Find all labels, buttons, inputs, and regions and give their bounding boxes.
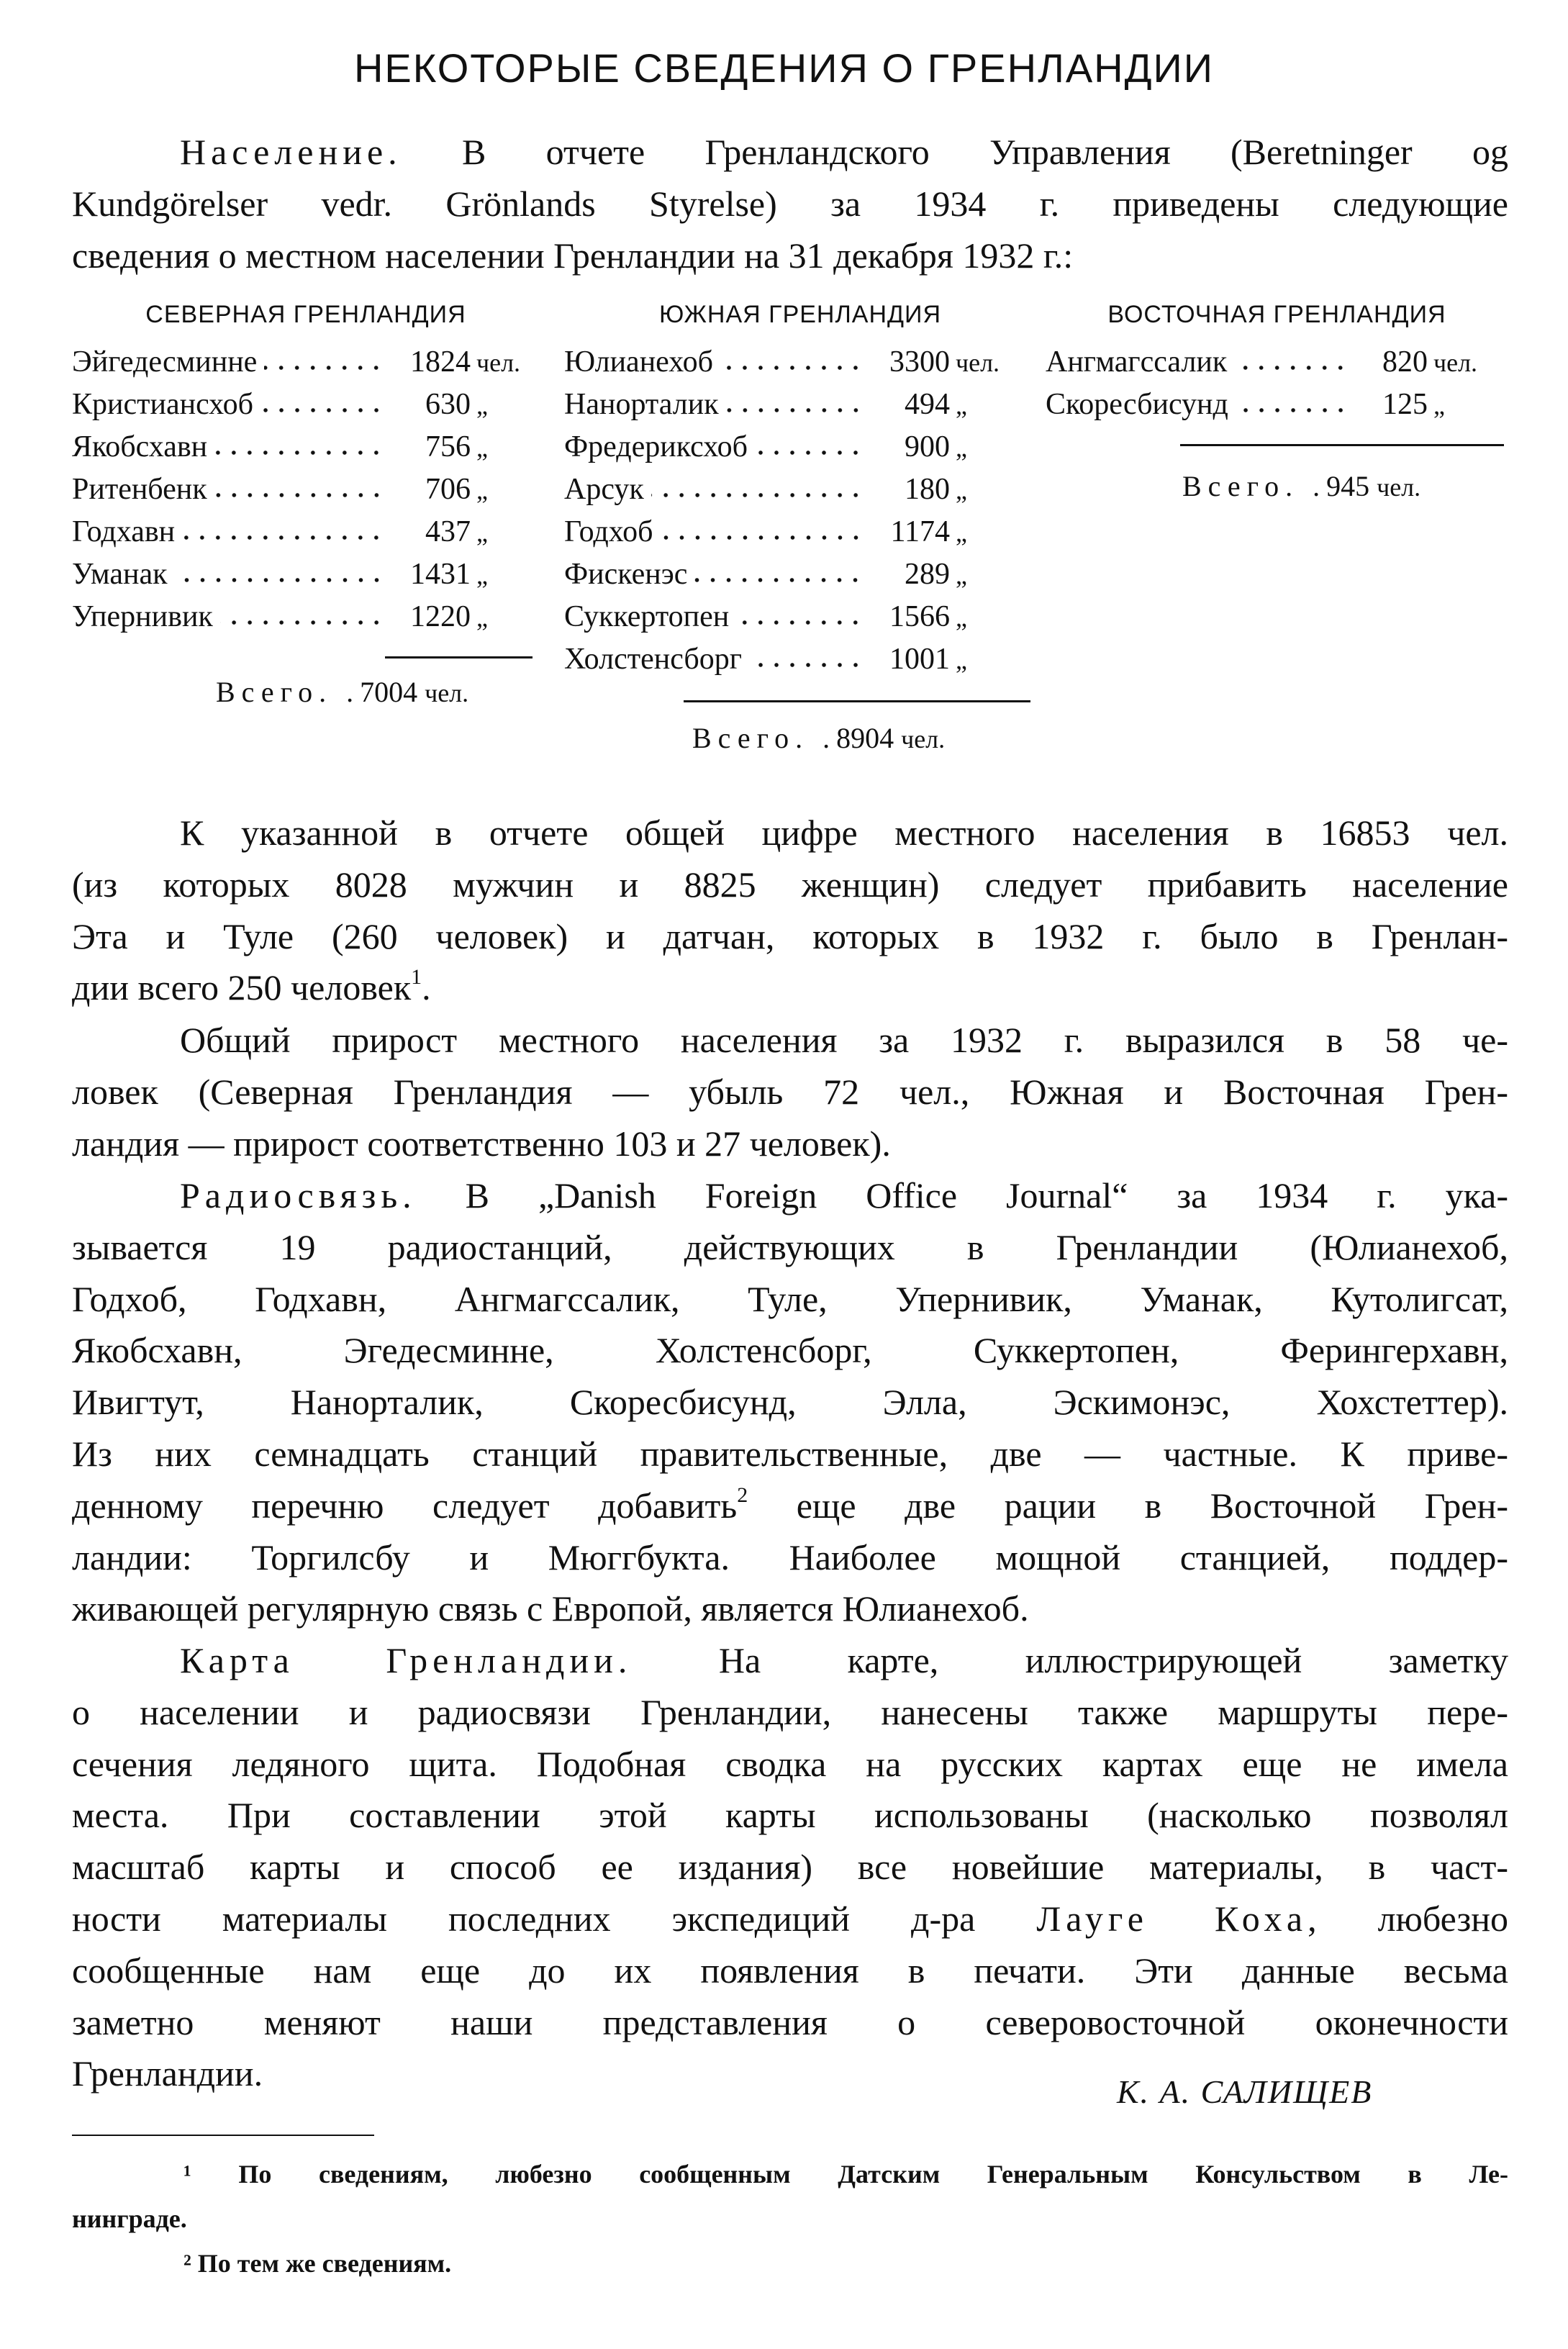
text-run: ландии: Торгилсбу и Мюггбукта. Наиболее мощной станцией, поддер- [72, 1536, 1508, 1578]
unit-label: „ [956, 518, 967, 547]
table-row [72, 341, 538, 384]
table-row [72, 596, 538, 638]
unit-label: „ [476, 561, 488, 589]
table-row [564, 426, 1036, 469]
population-value: 900 [905, 430, 950, 463]
south-total [692, 721, 945, 755]
footnote-rule [72, 2135, 374, 2136]
text-line [72, 1945, 1508, 1997]
unit-label: „ [476, 518, 488, 547]
text-run: , любезно [1308, 1898, 1508, 1939]
total-value: 8904 [836, 722, 894, 754]
text-run: В „Danish Foreign Office Journal“ за 1934 г. ука- [416, 1175, 1508, 1216]
text-run: Годхоб, Годхавн, Ангмагссалик, Туле, Упернивик, Уманак, Кутолигсат, [72, 1278, 1508, 1319]
spaced-heading: Радиосвязь. [180, 1175, 417, 1216]
text-line [72, 859, 1508, 911]
footnote-ref: 1 [411, 965, 422, 990]
table-row [72, 384, 538, 426]
population-value: 494 [905, 388, 950, 421]
table-row [564, 553, 1036, 596]
north-total-rule [385, 656, 533, 658]
text-run: сведения о местном населении Гренландии на 31 декабря 1932 г.: [72, 235, 1074, 276]
unit-label: „ [476, 433, 488, 462]
population-value: 1001 [889, 643, 950, 676]
population-value: 1220 [410, 600, 471, 633]
text-run: денному перечню следует добавить [72, 1485, 738, 1526]
place-name: Фредериксхоб [564, 430, 748, 463]
text-line [72, 1067, 1508, 1118]
place-name: Нанорталик [564, 388, 719, 421]
table-row [564, 469, 1036, 511]
table-south [564, 341, 1036, 681]
text-run: Kundgörelser vedr. Grönlands Styrelse) за 1934 г. приведены следующие [72, 183, 1508, 224]
footnote-1 [72, 2152, 1508, 2241]
east-total-rule [1180, 444, 1504, 446]
unit-label: „ [956, 391, 967, 420]
population-value: 289 [905, 558, 950, 591]
text-run: места. При составлении этой карты использованы (насколько позволял [72, 1795, 1508, 1836]
text-run: К указанной в отчете общей цифре местного населения в 16853 чел. [180, 813, 1508, 853]
place-name: Ритенбенк [72, 473, 207, 506]
text-line [72, 1739, 1508, 1791]
total-unit: чел. [425, 679, 469, 707]
text-line [72, 1170, 1508, 1222]
dot-leader [720, 364, 864, 371]
dot-leader [182, 534, 384, 541]
unit-label: „ [1433, 391, 1445, 420]
total-value: 7004 [360, 676, 418, 708]
total-unit: чел. [901, 725, 946, 753]
text-run: Из них семнадцать станций правительственные, две — частные. К приве- [72, 1433, 1508, 1474]
dot-leader [651, 492, 864, 499]
text-run: дии всего 250 человек [72, 967, 412, 1008]
place-name: Кристиансхоб [72, 388, 253, 421]
table-header-north: СЕВЕРНАЯ ГРЕНЛАНДИЯ [145, 301, 466, 328]
unit-label: „ [956, 603, 967, 632]
text-line [72, 1583, 1508, 1635]
unit-label: „ [476, 603, 488, 632]
dot-leader [755, 449, 864, 456]
table-row [1046, 341, 1508, 384]
dot-leader [749, 661, 864, 669]
text-line [72, 127, 1508, 178]
paragraph-population [72, 127, 1508, 281]
place-name: Эйгедесминне [72, 345, 258, 379]
table-header-east: ВОСТОЧНАЯ ГРЕНЛАНДИЯ [1107, 301, 1446, 328]
place-name: Юлианехоб [564, 345, 714, 379]
place-name: Суккертопен [564, 600, 730, 633]
table-north [72, 341, 538, 638]
paragraph-growth [72, 1015, 1508, 1169]
table-row [564, 638, 1036, 681]
text-line [72, 1842, 1508, 1893]
unit-label: чел. [476, 348, 521, 377]
page-title: НЕКОТОРЫЕ СВЕДЕНИЯ О ГРЕНЛАНДИИ [353, 45, 1215, 91]
table-row [72, 426, 538, 469]
unit-label: „ [956, 646, 967, 674]
text-line [72, 1325, 1508, 1377]
dot-leader [1236, 407, 1349, 414]
text-run: сечения ледяного щита. Подобная сводка на русских картах еще не имела [72, 1743, 1508, 1784]
text-run: Гренландии. [72, 2053, 263, 2094]
text-run: На карте, иллюстрирующей заметку [632, 1640, 1508, 1680]
total-label: Всего. . [692, 722, 837, 754]
population-value: 437 [425, 515, 471, 548]
population-value: 125 [1382, 388, 1428, 421]
table-row [72, 511, 538, 553]
table-east [1046, 341, 1508, 426]
text-run: сообщенные нам еще до их появления в печати. Эти данные весьма [72, 1950, 1508, 1991]
text-line [72, 1015, 1508, 1067]
population-value: 630 [425, 388, 471, 421]
population-value: 706 [425, 473, 471, 506]
table-row [564, 596, 1036, 638]
text-line [72, 1687, 1508, 1739]
table-row [564, 511, 1036, 553]
text-run: ландия — прирост соответственно 103 и 27 человек). [72, 1123, 891, 1164]
text-line [72, 230, 1508, 282]
text-run: В отчете Гренландского Управления (Beretninger og [402, 132, 1508, 172]
text-run: Общий прирост местного населения за 1932 г. выразился в 58 че- [180, 1020, 1508, 1060]
population-value: 1174 [890, 515, 950, 548]
population-value: 820 [1382, 345, 1428, 379]
paragraph-radio [72, 1170, 1508, 1635]
text-line [72, 911, 1508, 963]
text-run: ности материалы последних экспедиций д-ра [72, 1898, 1037, 1939]
spaced-heading: Карта Гренландии. [180, 1640, 633, 1680]
table-row [1046, 384, 1508, 426]
place-name: Уманак [72, 558, 168, 591]
text-run: Якобсхавн, Эгедесминне, Холстенсборг, Суккертопен, Ферингерхавн, [72, 1330, 1508, 1371]
footnote-2 [72, 2241, 1508, 2286]
footnote-line: нинграде. [72, 2204, 187, 2233]
unit-label: „ [476, 391, 488, 420]
text-run: (из которых 8028 мужчин и 8825 женщин) следует прибавить население [72, 864, 1508, 905]
unit-label: чел. [1433, 348, 1478, 377]
text-line [72, 1429, 1508, 1480]
footnote-line: ¹ По сведениям, любезно сообщенным Датским Генеральным Консульством в Ле- [183, 2160, 1508, 2189]
text-run: Ивигтут, Нанорталик, Скоресбисунд, Элла, Эскимонэс, Хохстеттер). [72, 1382, 1508, 1423]
text-line [72, 178, 1508, 230]
total-value: 945 [1326, 470, 1370, 502]
east-total [1182, 469, 1420, 503]
population-value: 1824 [410, 345, 471, 379]
footnote-line: ² По тем же сведениям. [183, 2249, 452, 2278]
population-value: 1431 [410, 558, 471, 591]
table-header-south: ЮЖНАЯ ГРЕНЛАНДИЯ [658, 301, 942, 328]
dot-leader [220, 619, 384, 626]
place-name: Арсук [564, 473, 644, 506]
place-name: Якобсхавн [72, 430, 208, 463]
dot-leader [175, 576, 384, 584]
place-name: Упернивик [72, 600, 213, 633]
dot-leader [736, 619, 864, 626]
text-run: . [422, 967, 431, 1008]
footnote-ref: 2 [737, 1483, 748, 1507]
total-label: Всего. . [216, 676, 361, 708]
text-run: заметно меняют наши представления о северовосточной оконечности [72, 2001, 1508, 2042]
unit-label: „ [956, 561, 967, 589]
paragraph-map [72, 1635, 1508, 2100]
total-label: Всего. . [1182, 470, 1327, 502]
unit-label: „ [956, 433, 967, 462]
dot-leader [661, 534, 864, 541]
text-line [72, 1274, 1508, 1326]
text-run: Эта и Туле (260 человек) и датчан, которых в 1932 г. было в Гренлан- [72, 915, 1508, 956]
text-line [72, 1635, 1508, 1687]
text-line [72, 807, 1508, 859]
population-value: 756 [425, 430, 471, 463]
population-value: 1566 [889, 600, 950, 633]
text-line [72, 1532, 1508, 1584]
text-line [72, 1118, 1508, 1170]
text-line [72, 1893, 1508, 1945]
table-row [564, 384, 1036, 426]
place-name: Ангмагссалик [1046, 345, 1228, 379]
text-line [72, 1222, 1508, 1274]
text-line [72, 1480, 1508, 1532]
dot-leader [264, 364, 384, 371]
unit-label: чел. [956, 348, 1000, 377]
text-run: масштаб карты и способ ее издания) все новейшие материалы, в част- [72, 1847, 1508, 1888]
dot-leader [726, 407, 864, 414]
table-row [564, 341, 1036, 384]
population-value: 180 [905, 473, 950, 506]
unit-label: „ [476, 476, 488, 504]
text-line [72, 962, 1508, 1014]
dot-leader [214, 449, 384, 456]
text-run: ловек (Северная Гренландия — убыль 72 чел., Южная и Восточная Грен- [72, 1071, 1508, 1112]
text-run: живающей регулярную связь с Европой, является Юлианехоб. [72, 1588, 1029, 1629]
paragraph-population-total [72, 807, 1508, 1014]
dot-leader [260, 407, 384, 414]
table-row [72, 469, 538, 511]
total-unit: чел. [1377, 473, 1421, 502]
place-name: Холстенсборг [564, 643, 742, 676]
place-name: Скоресбисунд [1046, 388, 1228, 421]
place-name: Фискенэс [564, 558, 688, 591]
spaced-heading: Население. [180, 132, 402, 172]
dot-leader [694, 576, 864, 584]
place-name: Годхавн [72, 515, 176, 548]
south-total-rule [684, 700, 1030, 702]
text-line [72, 1377, 1508, 1429]
text-line [72, 1790, 1508, 1842]
dot-leader [1234, 364, 1349, 371]
unit-label: „ [956, 476, 967, 504]
text-run: еще две рации в Восточной Грен- [748, 1485, 1508, 1526]
place-name: Годхоб [564, 515, 653, 548]
dot-leader [214, 492, 384, 499]
spaced-heading: Лауге Коха [1036, 1898, 1308, 1939]
table-row [72, 553, 538, 596]
text-run: о населении и радиосвязи Гренландии, нанесены также маршруты пере- [72, 1691, 1508, 1732]
north-total [216, 675, 468, 709]
population-value: 3300 [889, 345, 950, 379]
text-run: зывается 19 радиостанций, действующих в Гренландии (Юлианехоб, [72, 1226, 1508, 1267]
author-signature: К. А. САЛИЩЕВ [1117, 2073, 1373, 2110]
text-line [72, 1997, 1508, 2049]
